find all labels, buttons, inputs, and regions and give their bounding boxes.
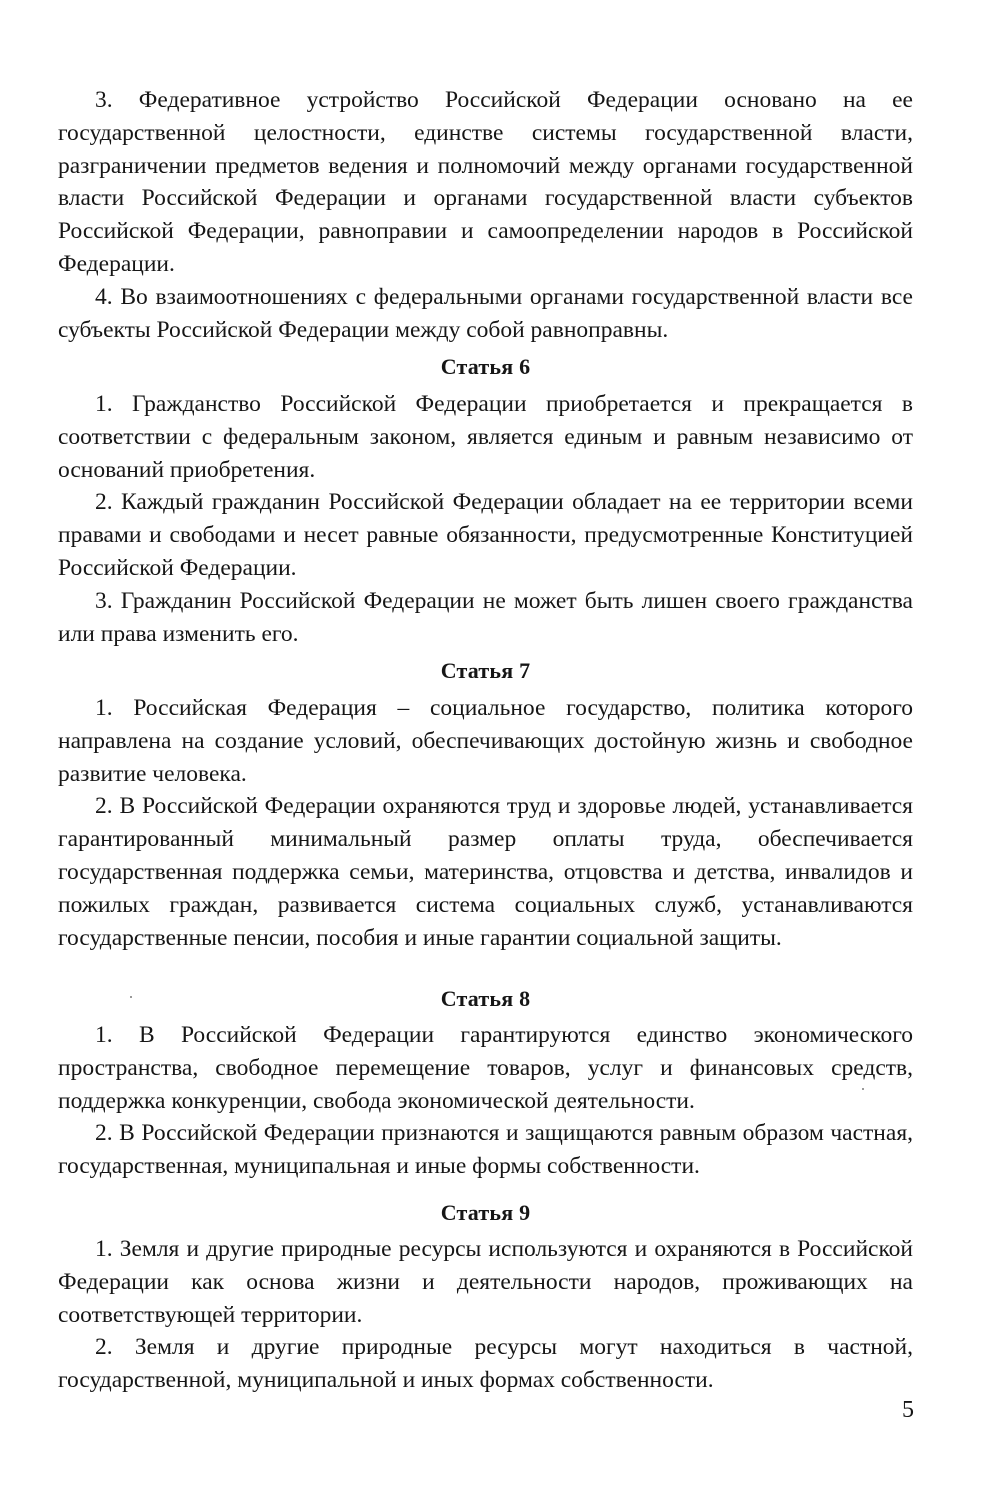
paragraph: 2. Каждый гражданин Российской Федерации обладает на ее территории всеми правами и свободами и несет равные обязанности, предусмотренные Конституцией Российской Федерации. bbox=[58, 489, 913, 581]
paragraph: 1. Земля и другие природные ресурсы используются и охраняются в Российской Федерации как основа жизни и деятельности народов, проживающих на соответствующей территории. bbox=[58, 1236, 913, 1328]
scan-speck bbox=[130, 996, 132, 998]
page-number: 5 bbox=[902, 1397, 914, 1423]
paragraph: 1. Гражданство Российской Федерации приобретается и прекращается в соответствии с федеральным законом, является единым и равным независимо от оснований приобретения. bbox=[58, 391, 913, 483]
article-7-heading: Статья 7 bbox=[440, 658, 531, 683]
paragraph: 2. Земля и другие природные ресурсы могут находиться в частной, государственной, муниципальной и иных формах собственности. bbox=[58, 1334, 913, 1394]
paragraph: 1. В Российской Федерации гарантируются единство экономического пространства, свободное перемещение товаров, услуг и финансовых средств, поддержка конкуренции, свобода экономической деятельности. bbox=[58, 1022, 913, 1114]
article-8-heading: Статья 8 bbox=[440, 986, 531, 1011]
paragraph: 2. В Российской Федерации признаются и защищаются равным образом частная, государственная, муниципальная и иные формы собственности. bbox=[58, 1120, 913, 1180]
scan-speck bbox=[862, 1088, 864, 1090]
article-6-heading: Статья 6 bbox=[440, 354, 531, 379]
article-9-body bbox=[58, 1233, 913, 1397]
paragraph: 3. Гражданин Российской Федерации не может быть лишен своего гражданства или права изменить его. bbox=[58, 587, 913, 647]
article-8-body bbox=[58, 1019, 913, 1183]
paragraph: 2. В Российской Федерации охраняются труд и здоровье людей, устанавливается гарантированный минимальный размер оплаты труда, обеспечивается государственная поддержка семьи, материнства, отцовства и детства, инвалидов и пожилых граждан, развивается система социальных служб, устанавливаются государственные пенсии, пособия и иные гарантии социальной защиты. bbox=[58, 793, 913, 951]
paragraph: 3. Федеративное устройство Российской Федерации основано на ее государственной целостности, единстве системы государственной власти, разграничении предметов ведения и полномочий между органами государственной власти Российской Федерации и органами государственной власти субъектов Российской Федерации, равноправии и самоопределении народов в Российской Федерации. bbox=[58, 87, 913, 277]
paragraph: 4. Во взаимоотношениях с федеральными органами государственной власти все субъекты Российской Федерации между собой равноправны. bbox=[58, 283, 913, 343]
article-6-body bbox=[58, 388, 913, 650]
article-9-heading: Статья 9 bbox=[440, 1200, 531, 1225]
intro-section bbox=[58, 84, 913, 346]
paragraph: 1. Российская Федерация – социальное государство, политика которого направлена на создание условий, обеспечивающих достойную жизнь и свободное развитие человека. bbox=[58, 695, 913, 787]
article-7-body bbox=[58, 692, 913, 954]
